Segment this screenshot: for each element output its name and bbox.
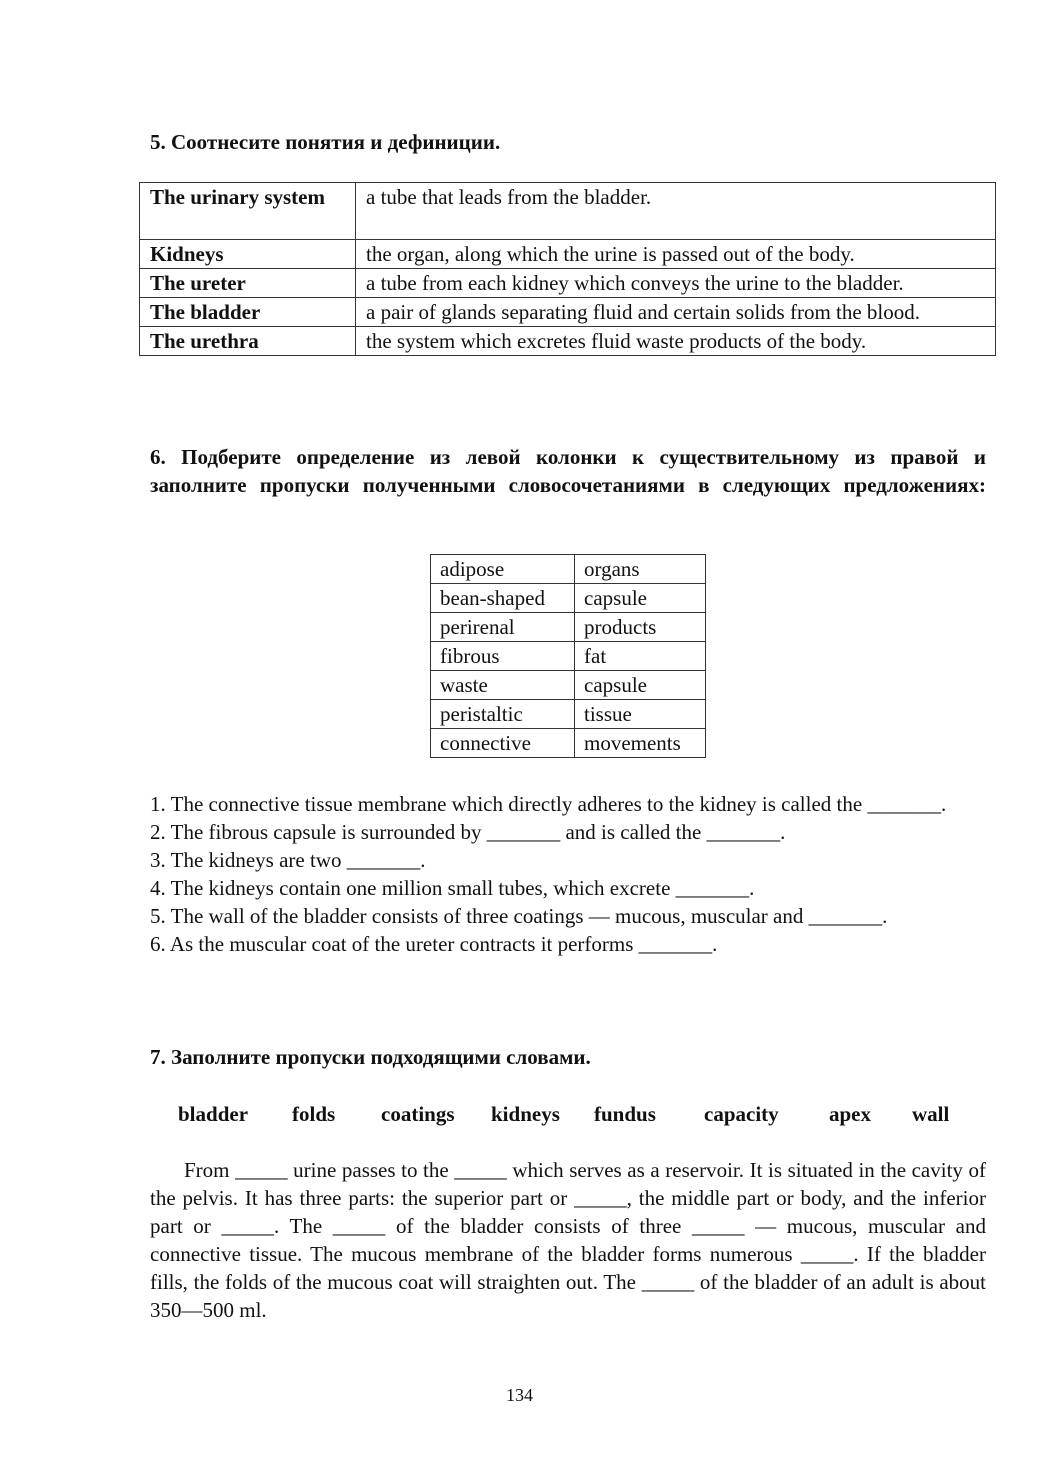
word-bank-item: coatings [381,1102,455,1126]
adjective-cell: peristaltic [431,700,575,729]
adjective-cell: adipose [431,555,575,584]
adjective-cell: perirenal [431,613,575,642]
definition-cell: the system which excretes fluid waste products of the body. [356,327,996,356]
word-bank-item: capacity [704,1102,779,1126]
noun-cell: organs [575,555,706,584]
cloze-passage: From _____ urine passes to the _____ which serves as a reservoir. It is situated in the cavity of the pelvis. It has three parts: the superior part or _____, the middle part or body, and the inferior part or _____. The _____ of the bladder consists of three _____ — mucous, muscular and connective tissue. The mucous membrane of the bladder forms numerous _____. If the bladder fills, the folds of the mucous coat will straighten out. The _____ of the bladder of an adult is about 350—500 ml. [150,1158,986,1322]
word-bank-item: wall [912,1102,950,1126]
noun-cell: movements [575,729,706,758]
word-bank-item: bladder [178,1102,249,1126]
noun-cell: capsule [575,671,706,700]
word-bank-item: kidneys [491,1102,560,1126]
sentence: 1. The connective tissue membrane which directly adheres to the kidney is called the _______. [150,792,947,816]
adjective-cell: bean-shaped [431,584,575,613]
fill-in-sentences [150,790,986,958]
definition-cell: a tube from each kidney which conveys the urine to the bladder. [356,269,996,298]
term-cell: The urethra [140,327,356,356]
table-row [140,298,996,327]
noun-cell: tissue [575,700,706,729]
sentence: 6. As the muscular coat of the ureter contracts it performs _______. [150,932,718,956]
task5-heading: 5. Соотнесите понятия и дефиниции. [150,130,501,154]
definition-cell: a tube that leads from the bladder. [356,183,996,240]
sentence: 2. The fibrous capsule is surrounded by _______ and is called the _______. [150,820,786,844]
table-row [431,555,706,584]
task7-heading: 7. Заполните пропуски подходящими словами. [150,1045,591,1069]
table-row [140,327,996,356]
noun-cell: products [575,613,706,642]
table-row [431,671,706,700]
sentence: 4. The kidneys contain one million small tubes, which excrete _______. [150,876,755,900]
term-cell: The ureter [140,269,356,298]
word-bank-item: folds [292,1102,336,1126]
word-bank-item: fundus [594,1102,656,1126]
table-row [431,584,706,613]
page-number: 134 [506,1385,533,1405]
noun-cell: fat [575,642,706,671]
adjective-noun-table [430,554,706,758]
adjective-cell: waste [431,671,575,700]
word-bank-item: apex [829,1102,871,1126]
noun-cell: capsule [575,584,706,613]
sentence: 3. The kidneys are two _______. [150,848,426,872]
table-row [140,240,996,269]
table-row [140,183,996,240]
term-cell: The bladder [140,298,356,327]
table-row [140,269,996,298]
adjective-cell: fibrous [431,642,575,671]
definition-cell: a pair of glands separating fluid and certain solids from the blood. [356,298,996,327]
term-cell: Kidneys [140,240,356,269]
table-row [431,729,706,758]
table-row [431,642,706,671]
adjective-cell: connective [431,729,575,758]
sentence: 5. The wall of the bladder consists of three coatings — mucous, muscular and _______. [150,904,888,928]
table-row [431,613,706,642]
term-cell: The urinary system [140,183,356,240]
terms-definitions-table [139,182,996,356]
task6-heading: 6. Подберите определение из левой колонки к существительному из правой и заполните пропуски полученными словосочетаниями в следующих предложениях: [150,445,986,497]
table-row [431,700,706,729]
definition-cell: the organ, along which the urine is passed out of the body. [356,240,996,269]
